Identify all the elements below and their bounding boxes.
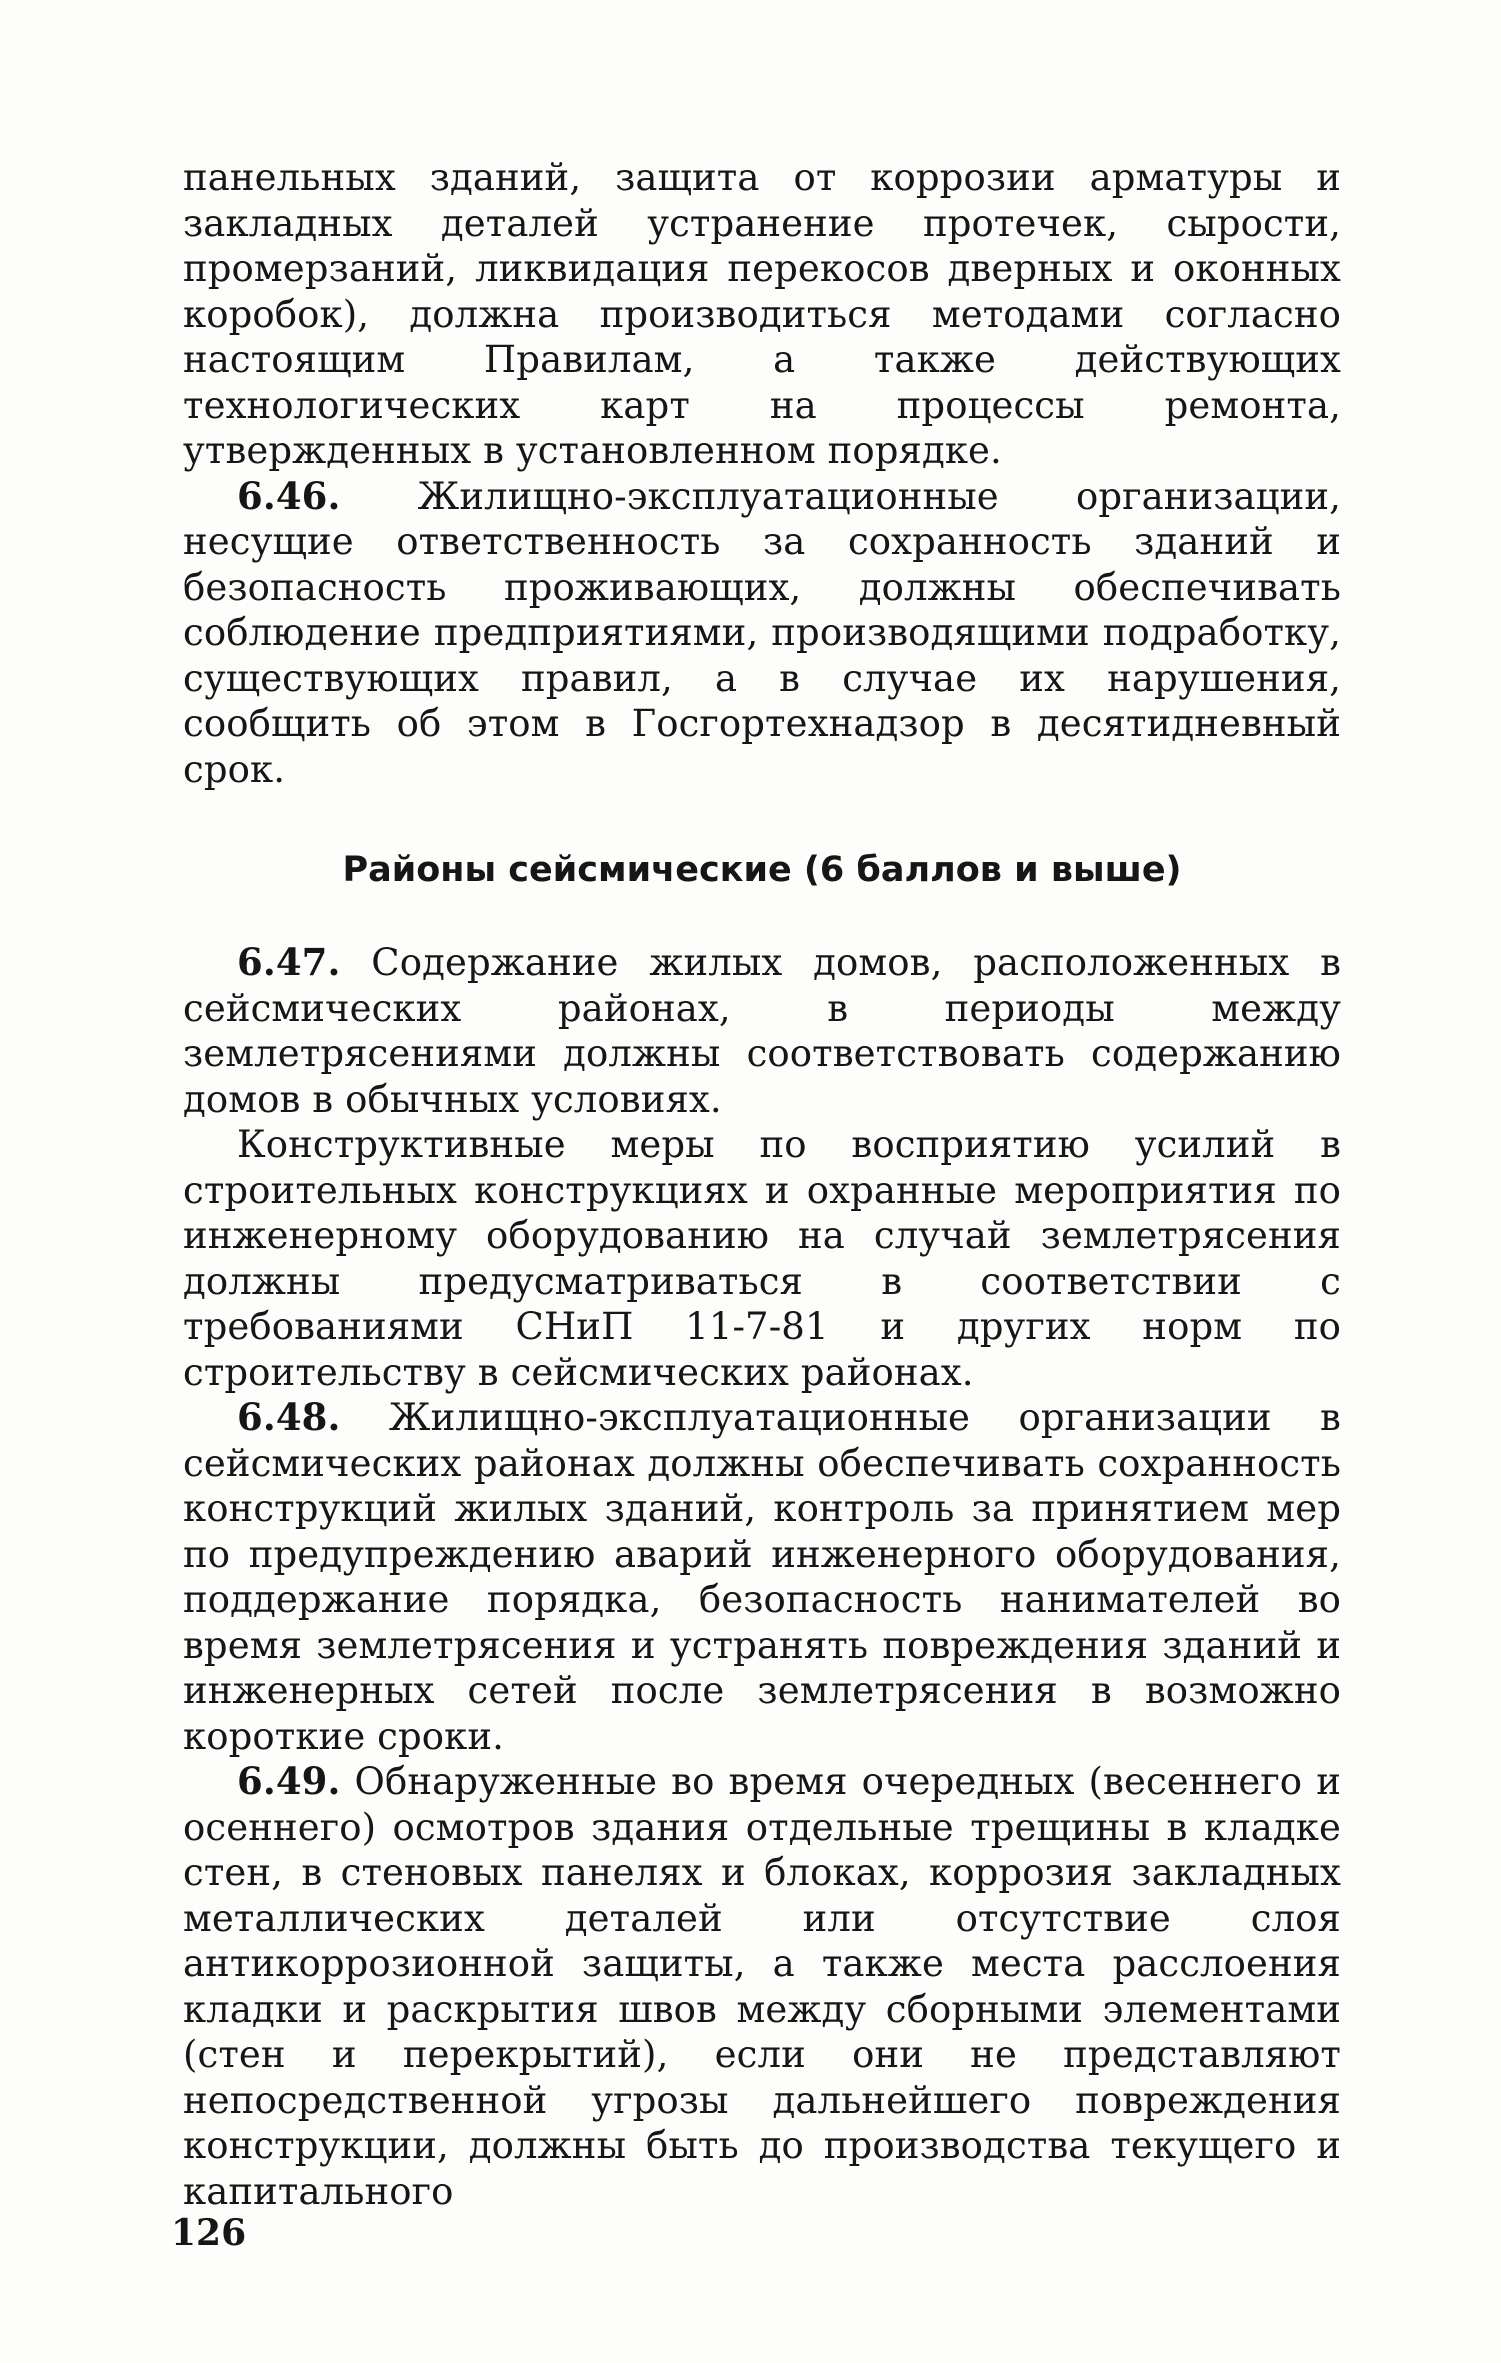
paragraph-6-49 xyxy=(183,1759,1341,2214)
paragraph-text: Жилищно-эксплуатационные организации в сейсмических районах должны обеспечивать сохранность конструкций жилых зданий, контроль за принятием мер по предупреждению аварий инженерного оборудования, поддержание порядка, безопасность нанимателей во время землетрясения и устранять повреждения зданий и инженерных сетей после землетрясения в возможно короткие сроки. xyxy=(183,1396,1341,1758)
paragraph-text: Содержание жилых домов, расположенных в сейсмических районах, в периоды между землетрясениями должны соответствовать содержанию домов в обычных условиях. xyxy=(183,941,1341,1121)
paragraph-number: 6.49. xyxy=(237,1759,341,1803)
page-number: 126 xyxy=(171,2212,247,2254)
paragraph-6-46 xyxy=(183,474,1341,793)
paragraph-text: Обнаруженные во время очередных (весеннего и осеннего) осмотров здания отдельные трещины в кладке стен, в стеновых панелях и блоках, коррозия закладных металлических деталей или отсутствие слоя антикоррозионной защиты, а также места расслоения кладки и раскрытия швов между сборными элементами (стен и перекрытий), если они не представляют непосредственной угрозы дальнейшего повреждения конструкции, должны быть до производства текущего и капитального xyxy=(183,1760,1341,2213)
paragraph-6-48 xyxy=(183,1395,1341,1759)
paragraph-number: 6.48. xyxy=(237,1395,341,1439)
section-heading: Районы сейсмические (6 баллов и выше) xyxy=(342,850,1182,890)
page-text-body xyxy=(183,155,1341,2214)
paragraph-6-47 xyxy=(183,940,1341,1122)
paragraph-number: 6.47. xyxy=(237,940,341,984)
paragraph-constructive-measures: Конструктивные меры по восприятию усилий в строительных конструкциях и охранные мероприятия по инженерному оборудованию на случай землетрясения должны предусматриваться в соответствии с требованиями СНиП 11-7-81 и других норм по строительству в сейсмических районах. xyxy=(183,1123,1341,1394)
paragraph-number: 6.46. xyxy=(237,473,341,518)
paragraph-text: Жилищно-эксплуатационные организации, несущие ответственность за сохранность зданий и безопасность проживающих, должны обеспечивать соблюдение предприятиями, производящими подработку, существующих правил, а в случае их нарушения, сообщить об этом в Госгортехнадзор в десятидневный срок. xyxy=(183,474,1341,791)
paragraph-continuation: панельных зданий, защита от коррозии арматуры и закладных деталей устранение протечек, сырости, промерзаний, ликвидация перекосов дверных и оконных коробок), должна производиться методами согласно настоящим Правилам, а также действующих технологических карт на процессы ремонта, утвержденных в установленном порядке. xyxy=(183,156,1341,472)
